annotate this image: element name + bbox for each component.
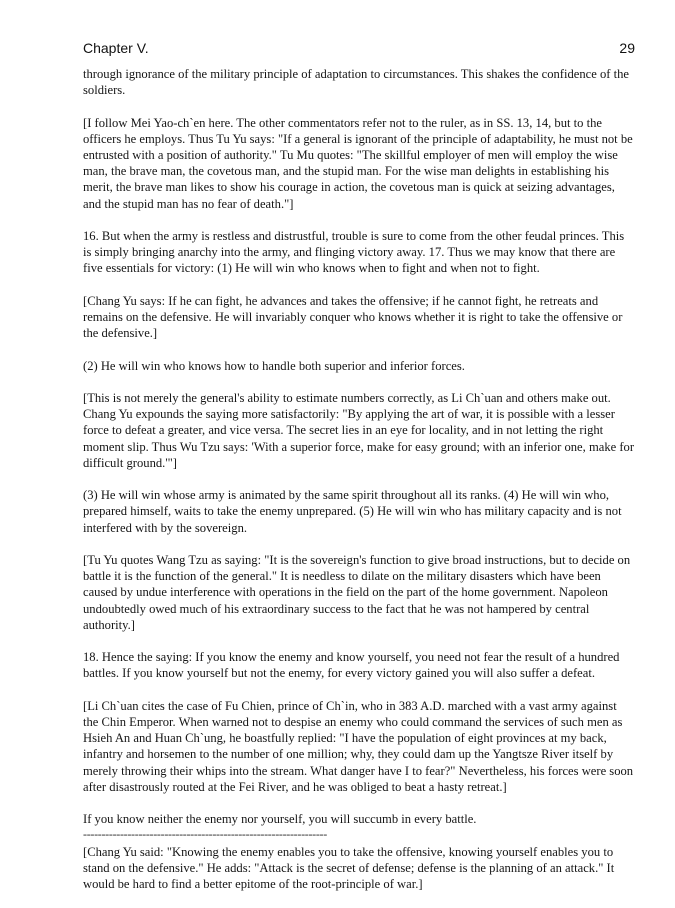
paragraph: [I follow Mei Yao-ch`en here. The other commentators refer not to the ruler, as in SS. 13, 14, but to the officers he employs. Thus Tu Yu says: "If a general is ignorant of the principle of adaptability, he must not be entrusted with a position of authority." Tu Mu quotes: "The skillful employer of men will employ the wise man, the brave man, the covetous man, and the stupid man. For the wise man delights in establishing his merit, the brave man likes to show his courage in action, the covetous man is quick at seizing advantages, and the stupid man has no fear of death."] [83,115,633,211]
paragraph: through ignorance of the military principle of adaptation to circumstances. This shakes the confidence of the soldiers. [83,67,630,98]
paragraph: [Chang Yu says: If he can fight, he advances and takes the offensive; if he cannot fight, he retreats and remains on the defensive. He will invariably conquer who knows whether it is right to take the offensive or the defensive.] [83,293,623,341]
paragraph: (3) He will win whose army is animated by the same spirit throughout all its ranks. (4) He will win who, prepared himself, waits to take the enemy unprepared. (5) He will win who has military capacity and is not interfered with by the sovereign. [83,488,622,535]
paragraph: (2) He will win who knows how to handle both superior and inferior forces. [83,358,465,373]
paragraph: 18. Hence the saying: If you know the enemy and know yourself, you need not fear the result of a hundred battles. If you know yourself but not the enemy, for every victory gained you will also suffer a defeat. [83,650,620,681]
document-body [83,66,635,908]
paragraph: [Tu Yu quotes Wang Tzu as saying: "It is the sovereign's function to give broad instructions, but to decide on battle it is the function of the general." It is needless to dilate on the military disasters which have been caused by undue interference with operations in the field on the part of the home government. Napoleon undoubtedly owed much of his extraordinary success to the fact that he was not hampered by central authority.] [83,552,631,632]
page-header [83,40,635,60]
page-number: 29 [619,40,635,56]
paragraph: 16. But when the army is restless and distrustful, trouble is sure to come from the other feudal princes. This is simply bringing anarchy into the army, and flinging victory away. 17. Thus we may know that there are five essentials for victory: (1) He will win who knows when to fight and when not to fight. [83,229,625,276]
paragraph: [Chang Yu said: "Knowing the enemy enables you to take the offensive, knowing yourself enables you to stand on the defensive." He adds: "Attack is the secret of defense; defense is the planning of an attack." It would be hard to find a better epitome of the root-principle of war.] [83,844,615,891]
paragraph: [This is not merely the general's ability to estimate numbers correctly, as Li Ch`uan and others make out. Chang Yu expounds the saying more satisfactorily: "By applying the art of war, it is possible with a lesser force to defeat a greater, and vice versa. The secret lies in an eye for locality, and in not letting the right moment slip. Thus Wu Tzu says: 'With a superior force, make for easy ground; with an inferior one, make for difficult ground.'"] [83,390,635,470]
paragraph: [Li Ch`uan cites the case of Fu Chien, prince of Ch`in, who in 383 A.D. marched with a vast army against the Chin Emperor. When warned not to despise an enemy who could command the services of such men as Hsieh An and Huan Ch`ung, he boastfully replied: "I have the population of eight provinces at my back, infantry and horsemen to the number of one million; why, they could dam up the Yangtsze River itself by merely throwing their whips into the stream. What danger have I to fear?" Nevertheless, his forces were soon after disastrously routed at the Fei River, and he was obliged to beat a hasty retreat.] [83,698,634,794]
paragraph: If you know neither the enemy nor yourself, you will succumb in every battle. [83,812,477,827]
chapter-title: Chapter V. [83,40,149,56]
separator-line: ------------------------------------------------------------------ [83,827,327,841]
